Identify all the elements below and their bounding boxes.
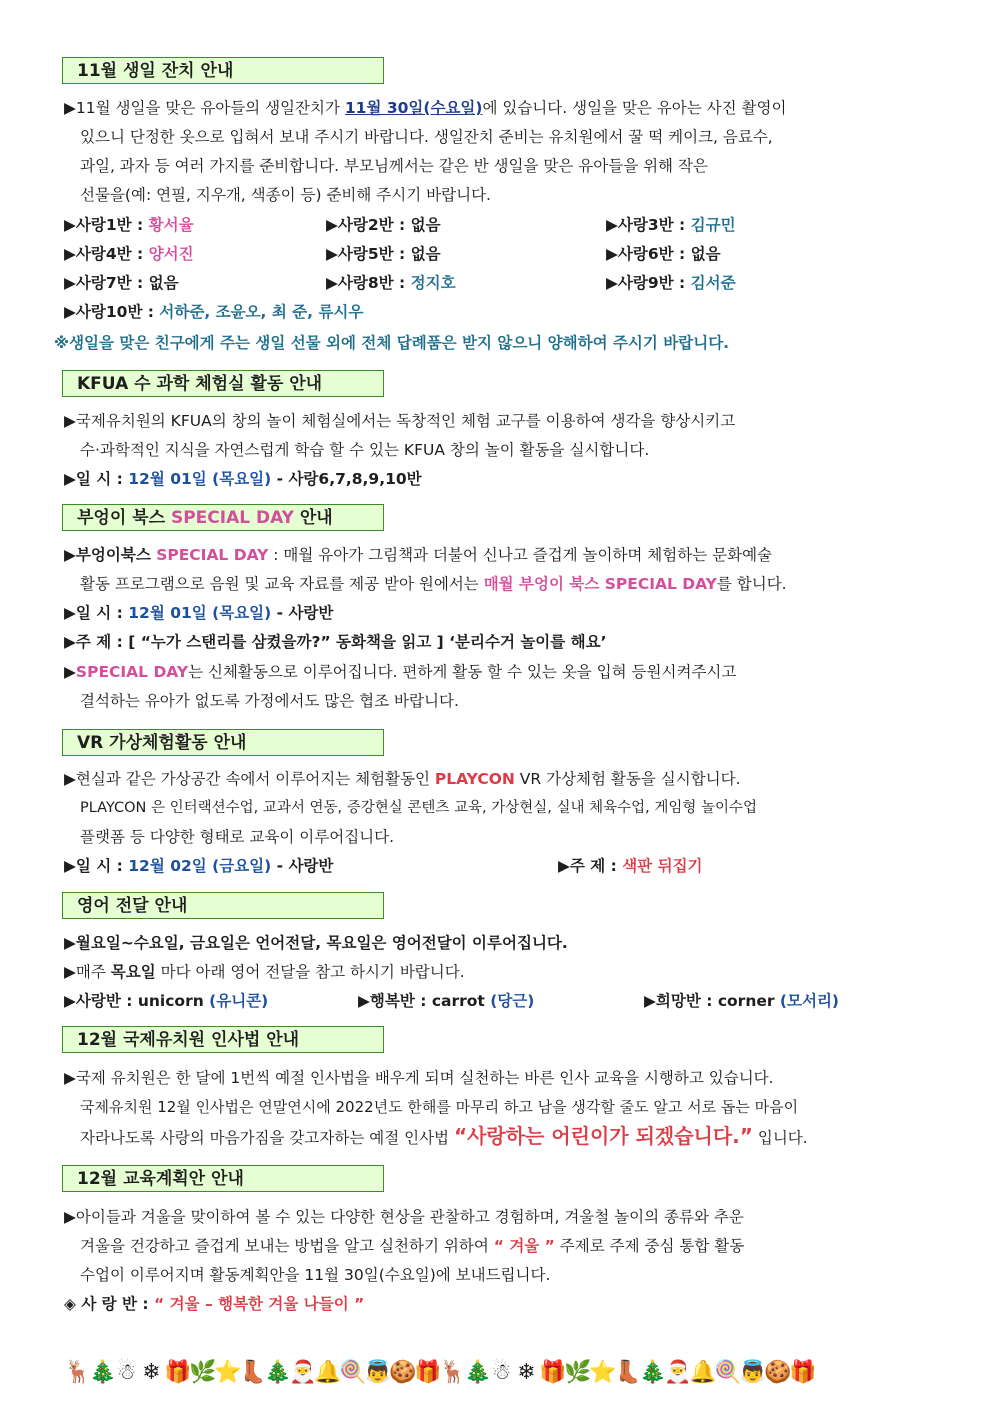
christmas-ornament-icon: 🦌 [64, 1360, 92, 1385]
christmas-ornament-icon: 🎁 [789, 1360, 817, 1385]
birthday-para-2: 있으니 단정한 옷으로 입혀서 보내 주시기 바랍니다. 생일잔치 준비는 유치원에서 꿀 떡 케이크, 음료수, [80, 128, 773, 146]
birthday-row-4: ▶사랑10반 : 서하준, 조윤오, 최 준, 류시우 [64, 303, 364, 321]
christmas-ornament-icon: ❄ [517, 1360, 536, 1385]
plan-para-3: 수업이 이루어지며 활동계획안을 11월 30일(수요일)에 보내드립니다. [80, 1266, 551, 1284]
christmas-ornament-icon: ⭐ [214, 1360, 242, 1385]
class-item: ▶사랑1반 : 황서율 [64, 216, 194, 234]
english-para-2: ▶매주 목요일 마다 아래 영어 전달을 참고 하시기 바랍니다. [64, 963, 465, 981]
christmas-ornament-icon: 🌿 [564, 1360, 592, 1385]
section-header-english: 영어 전달 안내 [62, 892, 384, 919]
owl-para-1: ▶부엉이북스 SPECIAL DAY : 매월 유아가 그림책과 더불어 신나고 즐겁게 놀이하며 체험하는 문화예술 [64, 546, 773, 564]
plan-theme: ◈ 사 랑 반 : “ 겨울 – 행복한 겨울 나들이 ” [64, 1295, 365, 1313]
christmas-ornament-icon: 🎁 [414, 1360, 442, 1385]
class-item: ▶사랑8반 : 정지호 [326, 274, 456, 292]
section-header-birthday: 11월 생일 잔치 안내 [62, 57, 384, 84]
kfua-date: ▶일 시 : 12월 01일 (목요일) - 사랑6,7,8,9,10반 [64, 470, 422, 488]
birthday-date: 11월 30일(수요일) [344, 99, 483, 117]
greeting-para-3: 자라나도록 사랑의 마음가짐을 갖고자하는 예절 인사법 “사랑하는 어린이가 되겠습니다.” 입니다. [80, 1124, 808, 1148]
owl-topic: ▶주 제 : [ “누가 스탠리를 삼켰을까?” 동화책을 읽고 ] ‘분리수거 놀이를 해요’ [64, 633, 607, 651]
christmas-ornament-icon: 🎄 [264, 1360, 292, 1385]
christmas-ornament-icon: 🦌 [439, 1360, 467, 1385]
christmas-ornament-icon: 🍪 [764, 1360, 792, 1385]
section-header-plan: 12월 교육계획안 안내 [62, 1165, 384, 1192]
christmas-ornament-icon: 👼 [364, 1360, 392, 1385]
vr-topic-item: ▶주 제 : 색판 뒤집기 [558, 857, 703, 875]
christmas-ornament-icon: 👢 [614, 1360, 642, 1385]
section-header-vr: VR 가상체험활동 안내 [62, 729, 384, 756]
greeting-para-2: 국제유치원 12월 인사법은 연말연시에 2022년도 한해를 마무리 하고 남을 생각할 줄도 알고 서로 돕는 마음이 [80, 1098, 799, 1116]
christmas-ornament-icon: 🎄 [464, 1360, 492, 1385]
section-header-kfua: KFUA 수 과학 체험실 활동 안내 [62, 370, 384, 397]
owl-date: ▶일 시 : 12월 01일 (목요일) - 사랑반 [64, 604, 334, 622]
christmas-ornament-icon: ☃ [491, 1360, 512, 1385]
vr-para-3: 플랫폼 등 다양한 형태로 교육이 이루어집니다. [80, 828, 395, 846]
christmas-ornament-icon: 🎁 [539, 1360, 567, 1385]
christmas-ornament-icon: 🍪 [389, 1360, 417, 1385]
class-item: ▶사랑4반 : 양서진 [64, 245, 194, 263]
class-item: ▶사랑2반 : 없음 [326, 216, 441, 234]
kfua-para-1: ▶국제유치원의 KFUA의 창의 놀이 체험실에서는 독창적인 체험 교구를 이용하여 생각을 향상시키고 [64, 412, 736, 430]
birthday-note: ※생일을 맞은 친구에게 주는 생일 선물 외에 전체 답례품은 받지 않으니 양해하여 주시기 바랍니다. [54, 334, 730, 352]
christmas-ornament-icon: ⭐ [589, 1360, 617, 1385]
english-word-item: ▶희망반 : corner (모서리) [644, 992, 839, 1010]
english-word-item: ▶사랑반 : unicorn (유니콘) [64, 992, 269, 1010]
english-para-1: ▶월요일~수요일, 금요일은 언어전달, 목요일은 영어전달이 이루어집니다. [64, 934, 568, 952]
vr-para-1: ▶현실과 같은 가상공간 속에서 이루어지는 체험활동인 PLAYCON VR 가상체험 활동을 실시합니다. [64, 770, 741, 788]
owl-para-2: 활동 프로그램으로 음원 및 교육 자료를 제공 받아 원에서는 매월 부엉이 북스 SPECIAL DAY를 합니다. [80, 575, 787, 593]
christmas-border [64, 1356, 914, 1390]
class-item: ▶사랑5반 : 없음 [326, 245, 441, 263]
christmas-ornament-icon: 🎅 [289, 1360, 317, 1385]
vr-para-2: PLAYCON 은 인터랙션수업, 교과서 연동, 증강현실 콘텐츠 교육, 가상현실, 실내 체육수업, 게임형 놀이수업 [80, 800, 758, 816]
christmas-ornament-icon: 🍭 [714, 1360, 742, 1385]
greeting-para-1: ▶국제 유치원은 한 달에 1번씩 예절 인사법을 배우게 되며 실천하는 바른 인사 교육을 시행하고 있습니다. [64, 1069, 774, 1087]
kfua-para-2: 수·과학적인 지식을 자연스럽게 학습 할 수 있는 KFUA 창의 놀이 활동을 실시합니다. [80, 441, 650, 459]
birthday-para-1: ▶11월 생일을 맞은 유아들의 생일잔치가 11월 30일(수요일)에 있습니다. 생일을 맞은 유아는 사진 촬영이 [64, 99, 787, 117]
plan-para-2: 겨울을 건강하고 즐겁게 보내는 방법을 알고 실천하기 위하여 “ 겨울 ” 주제로 주제 중심 통합 활동 [80, 1237, 745, 1255]
christmas-ornament-icon: 🔔 [314, 1360, 342, 1385]
christmas-ornament-icon: 🌿 [189, 1360, 217, 1385]
english-word-item: ▶행복반 : carrot (당근) [358, 992, 535, 1010]
christmas-ornament-icon: 👢 [239, 1360, 267, 1385]
section-header-greeting: 12월 국제유치원 인사법 안내 [62, 1026, 384, 1053]
christmas-ornament-icon: ❄ [142, 1360, 161, 1385]
birthday-para-4: 선물을(예: 연필, 지우개, 색종이 등) 준비해 주시기 바랍니다. [80, 186, 491, 204]
owl-para-4: 결석하는 유아가 없도록 가정에서도 많은 협조 바랍니다. [80, 692, 459, 710]
owl-para-3: ▶SPECIAL DAY는 신체활동으로 이루어집니다. 편하게 활동 할 수 있는 옷을 입혀 등원시켜주시고 [64, 663, 737, 681]
plan-para-1: ▶아이들과 겨울을 맞이하여 볼 수 있는 다양한 현상을 관찰하고 경험하며, 겨울철 놀이의 종류와 추운 [64, 1208, 744, 1226]
class-item: ▶사랑9반 : 김서준 [606, 274, 736, 292]
christmas-ornament-icon: 🎄 [639, 1360, 667, 1385]
class-item: ▶사랑7반 : 없음 [64, 274, 179, 292]
birthday-para-3: 과일, 과자 등 여러 가지를 준비합니다. 부모님께서는 같은 반 생일을 맞은 유아들을 위해 작은 [80, 157, 708, 175]
vr-date-item: ▶일 시 : 12월 02일 (금요일) - 사랑반 [64, 857, 334, 875]
christmas-ornament-icon: ☃ [116, 1360, 137, 1385]
christmas-ornament-icon: 🎅 [664, 1360, 692, 1385]
class-item: ▶사랑6반 : 없음 [606, 245, 721, 263]
christmas-ornament-icon: 👼 [739, 1360, 767, 1385]
christmas-ornament-icon: 🎁 [164, 1360, 192, 1385]
section-header-owl-books: 부엉이 북스 SPECIAL DAY 안내 [62, 504, 384, 531]
christmas-ornament-icon: 🎄 [89, 1360, 117, 1385]
christmas-ornament-icon: 🔔 [689, 1360, 717, 1385]
christmas-ornament-icon: 🍭 [339, 1360, 367, 1385]
class-item: ▶사랑3반 : 김규민 [606, 216, 736, 234]
